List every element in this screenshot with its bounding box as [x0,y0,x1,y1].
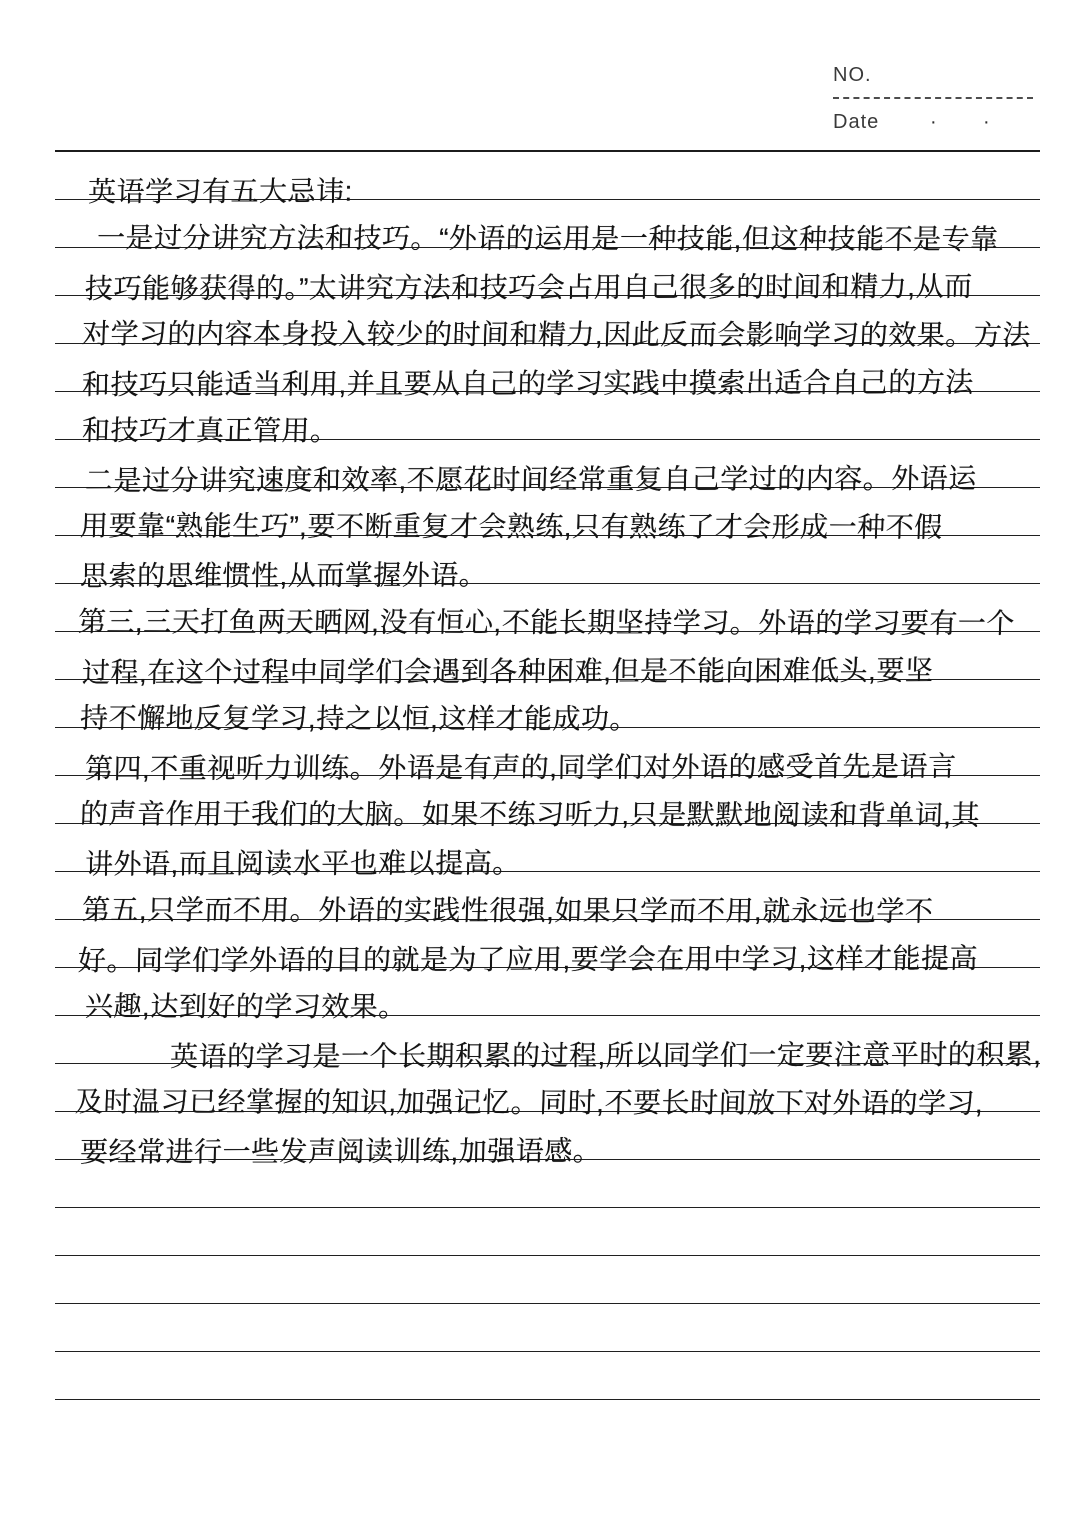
handwritten-text: 一是过分讲究方法和技巧。“外语的运用是一种技能,但这种技能不是专靠 [96,222,1000,255]
no-fill-line [833,97,1033,99]
handwritten-line [55,344,1040,401]
handwritten-line [55,440,1040,497]
ruled-line-empty [55,1304,1040,1352]
page-header [833,64,1038,134]
handwritten-line [55,1112,1040,1168]
ruled-line-empty [55,1352,1040,1400]
handwritten-line [55,152,1040,208]
no-label: NO. [833,64,872,86]
handwritten-text: 第四,不重视听力训练。外语是有声的,同学们对外语的感受首先是语言 [84,750,957,785]
handwritten-text: 技巧能够获得的。”太讲究方法和技巧会占用自己很多的时间和精力,从而 [84,270,973,305]
handwritten-text: 思索的思维惯性,从而掌握外语。 [79,559,488,592]
handwritten-line [55,920,1040,977]
handwritten-line [55,1016,1042,1073]
handwritten-text: 英语的学习是一个长期积累的过程,所以同学们一定要注意平时的积累, [169,1038,1042,1073]
handwritten-text: 兴趣,达到好的学习效果。 [84,990,408,1023]
handwritten-line [55,632,1040,689]
date-row [833,111,1038,134]
handwritten-text: 和技巧才真正管用。 [81,414,340,447]
handwritten-text: 及时温习已经掌握的知识,加强记忆。同时,不要长时间放下对外语的学习, [74,1086,984,1119]
handwritten-line [55,824,1040,880]
handwritten-text: 的声音作用于我们的大脑。如果不练习听力,只是默默地阅读和背单词,其 [79,798,981,831]
handwritten-text: 要经常进行一些发声阅读训练,加强语感。 [79,1135,602,1168]
handwritten-line [55,728,1040,785]
handwritten-text: 和技巧只能适当利用,并且要从自己的学习实践中摸索出适合自己的方法 [81,366,975,401]
handwritten-text: 用要靠“熟能生巧”,要不断重复才会熟练,只有熟练了才会形成一种不假 [79,510,944,543]
handwritten-text: 持不懈地反复学习,持之以恒,这样才能成功。 [79,702,639,735]
handwritten-text: 过程,在这个过程中同学们会遇到各种困难,但是不能向困难低头,要坚 [81,654,934,689]
ruled-writing-area [55,150,1040,1400]
handwritten-text: 第五,只学而不用。外语的实践性很强,如果只学而不用,就永远也学不 [81,894,934,927]
handwritten-text: 二是过分讲究速度和效率,不愿花时间经常重复自己学过的内容。外语运 [84,462,978,497]
date-separator-dot: · [983,111,991,133]
date-separator-dot: · [930,111,938,133]
handwritten-text: 第三,三天打鱼两天晒网,没有恒心,不能长期坚持学习。外语的学习要有一个 [77,606,1016,639]
ruled-line-empty [55,1256,1040,1304]
handwritten-line [55,200,1040,255]
handwritten-text: 讲外语,而且阅读水平也难以提高。 [84,847,522,880]
handwritten-text: 英语学习有五大忌讳: [87,175,354,208]
handwritten-text: 对学习的内容本身投入较少的时间和精力,因此反而会影响学习的效果。方法 [81,318,1032,351]
handwritten-line [55,248,1040,305]
ruled-line-empty [55,1208,1040,1256]
handwritten-line [55,536,1040,592]
date-label: Date [833,111,880,133]
handwritten-text: 好。同学们学外语的目的就是为了应用,要学会在用中学习,这样才能提高 [77,942,979,977]
